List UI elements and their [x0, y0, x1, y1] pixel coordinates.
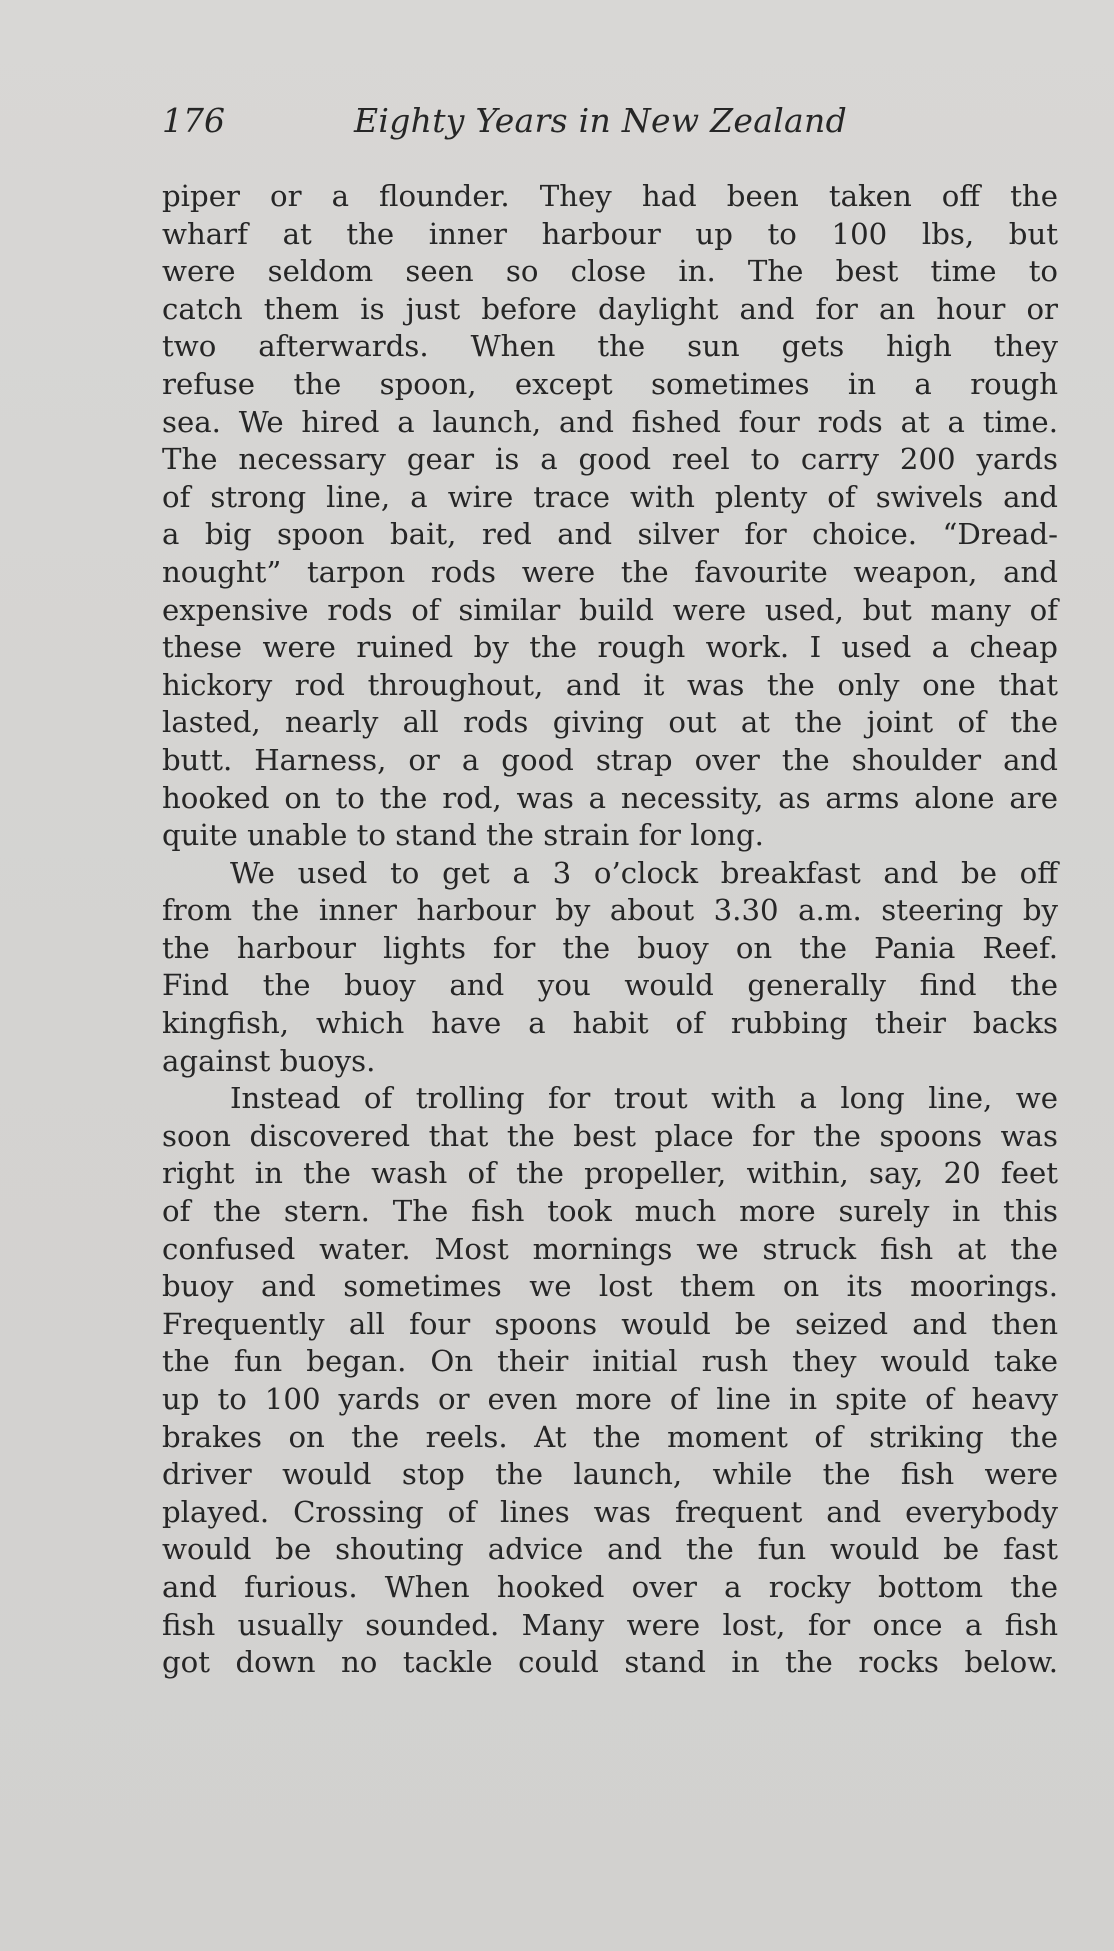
text-line: right in the wash of the propeller, within, say, 20 feet — [162, 1156, 1058, 1191]
text-line: quite unable to stand the strain for long. — [162, 818, 764, 853]
text-line: these were ruined by the rough work. I used a cheap — [162, 630, 1058, 665]
page-header — [162, 96, 1062, 146]
text-line: soon discovered that the best place for the spoons was — [162, 1118, 1058, 1153]
text-line: fish usually sounded. Many were lost, for once a fish — [162, 1607, 1058, 1642]
text-line: kingfish, which have a habit of rubbing their backs — [162, 1006, 1058, 1041]
text-line: two afterwards. When the sun gets high they — [162, 329, 1058, 364]
text-line: the fun began. On their initial rush they would take — [162, 1344, 1058, 1379]
paragraph — [162, 178, 1058, 855]
text-line: played. Crossing of lines was frequent and everybody — [162, 1494, 1058, 1529]
paragraph — [162, 1080, 1058, 1682]
text-line: got down no tackle could stand in the rocks below. — [162, 1645, 1058, 1680]
text-line: confused water. Most mornings we struck fish at the — [162, 1231, 1058, 1266]
text-line: wharf at the inner harbour up to 100 lbs, but — [162, 216, 1058, 251]
text-line: against buoys. — [162, 1043, 376, 1078]
text-line: hickory rod throughout, and it was the only one that — [162, 667, 1058, 702]
text-line: Find the buoy and you would generally find the — [162, 968, 1058, 1003]
text-line: catch them is just before daylight and for an hour or — [162, 291, 1058, 326]
text-line: Frequently all four spoons would be seized and then — [162, 1306, 1058, 1341]
text-line: the harbour lights for the buoy on the Pania Reef. — [162, 930, 1058, 965]
text-line: from the inner harbour by about 3.30 a.m. steering by — [162, 893, 1058, 928]
text-line: a big spoon bait, red and silver for choice. “Dread- — [162, 517, 1058, 552]
text-line: of strong line, a wire trace with plenty of swivels and — [162, 479, 1058, 514]
text-line: up to 100 yards or even more of line in spite of heavy — [162, 1382, 1058, 1416]
text-line: lasted, nearly all rods giving out at the joint of the — [162, 705, 1058, 740]
page-body — [162, 178, 1058, 1682]
text-line: Instead of trolling for trout with a long line, we — [230, 1081, 1058, 1116]
text-line: expensive rods of similar build were used, but many of — [162, 592, 1058, 627]
text-line: butt. Harness, or a good strap over the shoulder and — [162, 742, 1058, 777]
text-line: and furious. When hooked over a rocky bottom the — [162, 1569, 1058, 1604]
text-line: We used to get a 3 o’clock breakfast and be off — [230, 855, 1058, 890]
text-line: hooked on to the rod, was a necessity, as arms alone are — [162, 780, 1058, 815]
text-line: piper or a flounder. They had been taken off the — [162, 179, 1058, 213]
text-line: buoy and sometimes we lost them on its moorings. — [162, 1269, 1058, 1304]
paragraph — [162, 855, 1058, 1081]
text-line: refuse the spoon, except sometimes in a rough — [162, 366, 1058, 401]
running-title: Eighty Years in New Zealand — [354, 101, 848, 140]
text-line: sea. We hired a launch, and fished four rods at a time. — [162, 404, 1058, 439]
text-line: The necessary gear is a good reel to carry 200 yards — [162, 442, 1058, 477]
text-line: were seldom seen so close in. The best time to — [162, 254, 1058, 289]
text-line: nought” tarpon rods were the favourite weapon, and — [162, 554, 1058, 589]
text-line: would be shouting advice and the fun would be fast — [162, 1532, 1058, 1567]
page-number: 176 — [162, 101, 225, 140]
text-line: of the stern. The fish took much more surely in this — [162, 1194, 1058, 1229]
text-line: driver would stop the launch, while the fish were — [162, 1457, 1058, 1492]
text-line: brakes on the reels. At the moment of striking the — [162, 1419, 1058, 1454]
